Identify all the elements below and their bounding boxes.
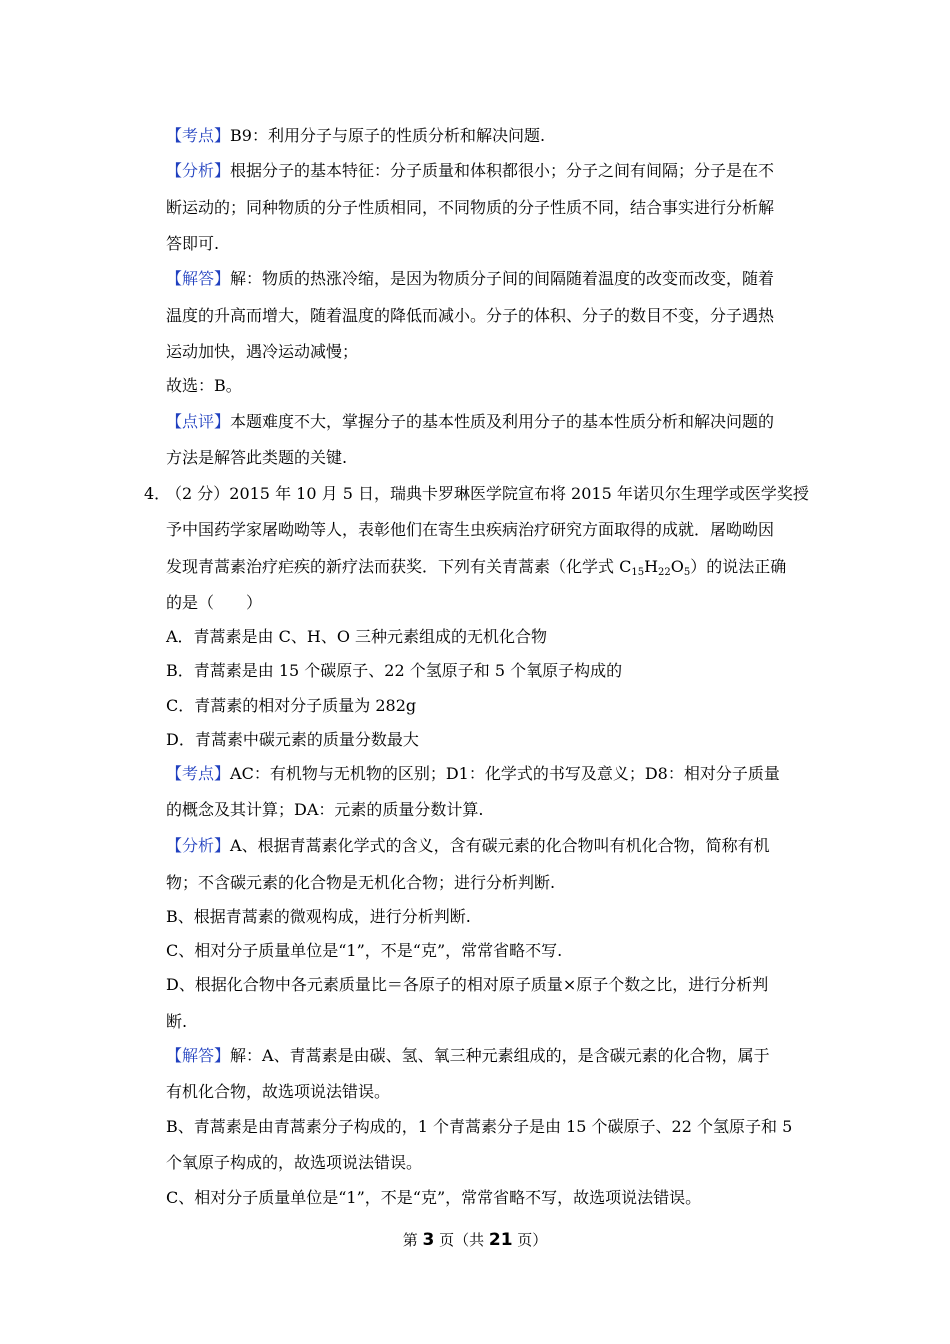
jieda-text: 解：物质的热涨冷缩，是因为物质分子间的间隔随着温度的改变而改变，随着 [230, 269, 775, 288]
q4-fenxi-line-4: C、相对分子质量单位是“1”，不是“克”，常常省略不写. [166, 941, 563, 960]
fenxi-line-3: 答即可. [166, 234, 220, 253]
option-a: A．青蒿素是由 C、H、O 三种元素组成的无机化合物 [166, 627, 548, 646]
footer-middle: 页（共 [434, 1231, 489, 1249]
formula-h: H [644, 557, 659, 576]
stem-text-after-formula: ）的说法正确 [690, 557, 787, 576]
question-stem-line-4: 的是（ ） [166, 593, 263, 612]
question-stem-line-1: （2 分）2015 年 10 月 5 日，瑞典卡罗琳医学院宣布将 2015 年诺贝尔生理学或医学奖授 [166, 484, 809, 503]
q4-fenxi-text: A、根据青蒿素化学式的含义，含有碳元素的化合物叫有机化合物，简称有机 [230, 836, 770, 855]
formula-h-subscript: 22 [658, 567, 671, 578]
q4-fenxi-tag: 【分析】 [166, 836, 231, 855]
q4-jieda-line-4: 个氧原子构成的，故选项说法错误。 [166, 1153, 423, 1172]
formula-o-subscript: 5 [683, 567, 691, 578]
q4-kaodian-line-2: 的概念及其计算；DA：元素的质量分数计算. [166, 800, 484, 819]
question-number: 4． [144, 484, 171, 503]
question-stem-line-3 [166, 557, 786, 579]
q4-kaodian-text: AC：有机物与无机物的区别；D1：化学式的书写及意义；D8：相对分子质量 [230, 764, 780, 783]
jieda-line-1 [166, 269, 774, 291]
q4-jieda-text: 解：A、青蒿素是由碳、氢、氧三种元素组成的，是含碳元素的化合物，属于 [230, 1046, 770, 1065]
question-stem-line-2: 予中国药学家屠呦呦等人，表彰他们在寄生虫疾病治疗研究方面取得的成就．屠呦呦因 [166, 520, 775, 539]
fenxi-line-1 [166, 161, 774, 183]
footer-suffix: 页） [512, 1231, 548, 1249]
q4-fenxi-line-3: B、根据青蒿素的微观构成，进行分析判断. [166, 907, 471, 926]
q4-fenxi-line-5: D、根据化合物中各元素质量比＝各原子的相对原子质量×原子个数之比，进行分析判 [166, 975, 769, 994]
q4-kaodian-line-1 [166, 764, 780, 786]
total-page-number: 21 [488, 1230, 513, 1250]
option-c: C．青蒿素的相对分子质量为 282g [166, 696, 417, 715]
page-footer [0, 1230, 950, 1250]
option-b: B．青蒿素是由 15 个碳原子、22 个氢原子和 5 个氧原子构成的 [166, 661, 623, 680]
option-d: D．青蒿素中碳元素的质量分数最大 [166, 730, 419, 749]
dianping-text: 本题难度不大，掌握分子的基本性质及利用分子的基本性质分析和解决问题的 [230, 412, 775, 431]
jieda-tag: 【解答】 [166, 269, 231, 288]
current-page-number: 3 [422, 1230, 435, 1250]
fenxi-tag: 【分析】 [166, 161, 231, 180]
jieda-line-2: 温度的升高而增大，随着温度的降低而减小。分子的体积、分子的数目不变，分子遇热 [166, 306, 775, 325]
fenxi-line-2: 断运动的；同种物质的分子性质相同，不同物质的分子性质不同，结合事实进行分析解 [166, 198, 775, 217]
kaodian-line [166, 126, 545, 148]
q4-jieda-line-2: 有机化合物，故选项说法错误。 [166, 1082, 391, 1101]
q4-jieda-line-5: C、相对分子质量单位是“1”，不是“克”，常常省略不写，故选项说法错误。 [166, 1188, 702, 1207]
jieda-line-4: 故选：B。 [166, 376, 242, 395]
kaodian-tag: 【考点】 [166, 126, 231, 145]
footer-prefix: 第 [402, 1231, 423, 1249]
q4-jieda-tag: 【解答】 [166, 1046, 231, 1065]
q4-fenxi-line-2: 物；不含碳元素的化合物是无机化合物；进行分析判断. [166, 873, 556, 892]
dianping-line-1 [166, 412, 774, 434]
q4-fenxi-line-6: 断. [166, 1012, 188, 1031]
kaodian-text: B9：利用分子与原子的性质分析和解决问题. [230, 126, 546, 145]
stem-text-before-formula: 发现青蒿素治疗疟疾的新疗法而获奖．下列有关青蒿素（化学式 C [166, 557, 632, 576]
q4-kaodian-tag: 【考点】 [166, 764, 231, 783]
dianping-line-2: 方法是解答此类题的关键. [166, 448, 348, 467]
q4-jieda-line-1 [166, 1046, 770, 1068]
formula-o: O [670, 557, 684, 576]
fenxi-text: 根据分子的基本特征：分子质量和体积都很小；分子之间有间隔；分子是在不 [230, 161, 775, 180]
q4-fenxi-line-1 [166, 836, 770, 858]
q4-jieda-line-3: B、青蒿素是由青蒿素分子构成的，1 个青蒿素分子是由 15 个碳原子、22 个氢原子和 5 [166, 1117, 793, 1136]
jieda-line-3: 运动加快，遇冷运动减慢； [166, 342, 359, 361]
formula-c-subscript: 15 [631, 567, 645, 578]
dianping-tag: 【点评】 [166, 412, 231, 431]
